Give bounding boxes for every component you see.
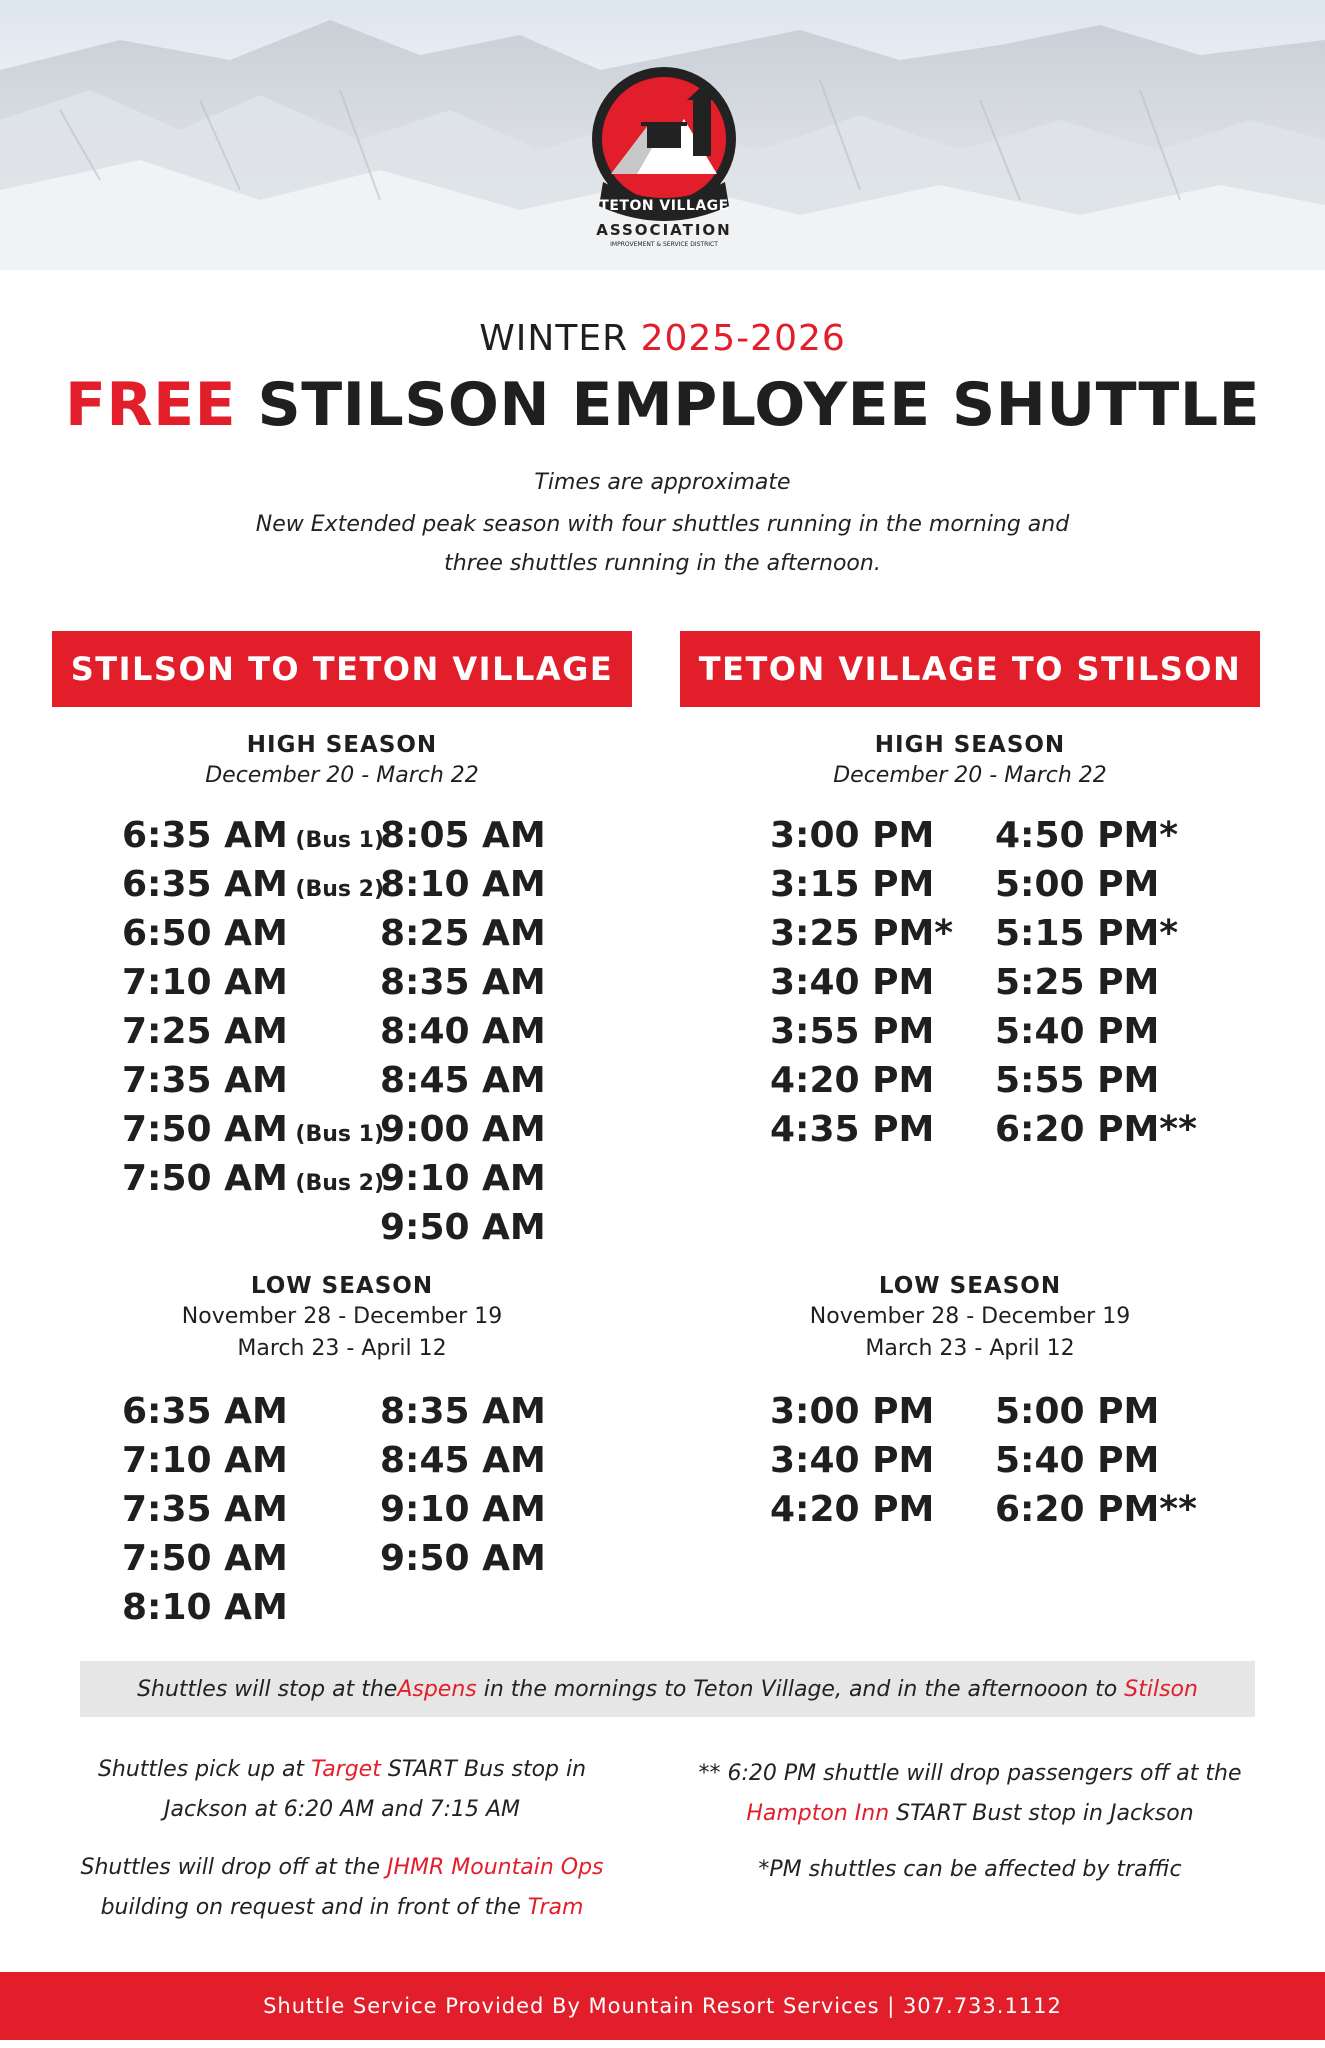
time-value: 6:20 PM** [995, 1109, 1197, 1150]
pickup-note-line2: Jackson at 6:20 AM and 7:15 AM [164, 1797, 520, 1822]
time-value: 3:15 PM [770, 864, 935, 905]
departure-time [770, 863, 934, 907]
time-value: 5:15 PM* [995, 913, 1179, 954]
hero-mountain-banner [0, 0, 1325, 270]
departure-time [770, 1390, 934, 1434]
time-suffix: AM [482, 913, 546, 954]
title-free: FREE [64, 370, 237, 440]
logo-name-line2: ASSOCIATION [596, 221, 732, 239]
departure-time [995, 1488, 1197, 1532]
departure-time [995, 1439, 1159, 1483]
pickup-note-text2: START Bus stop in [380, 1757, 587, 1782]
pickup-note-target: Target [311, 1757, 381, 1782]
note-approximate: Times are approximate [534, 470, 791, 495]
departure-time [122, 1059, 288, 1103]
departure-time [770, 814, 934, 858]
departure-time [995, 961, 1159, 1005]
departure-time [995, 1390, 1159, 1434]
bus-label: (Bus 1) [287, 1122, 385, 1147]
departure-time [380, 1010, 470, 1054]
left-low-season-heading: LOW SEASON [250, 1273, 434, 1299]
right-low-season-heading: LOW SEASON [878, 1273, 1062, 1299]
time-value: 4:50 PM* [995, 815, 1179, 856]
departure-time [122, 1537, 288, 1581]
time-value: 3:00 PM [770, 1391, 935, 1432]
departure-time [122, 1108, 384, 1157]
time-value: 7:35 AM [122, 1060, 288, 1101]
time-value: 9:10 [380, 1158, 470, 1199]
departure-time [380, 1059, 470, 1103]
bus-label: (Bus 2) [287, 1171, 385, 1196]
time-value: 5:40 PM [995, 1011, 1160, 1052]
departure-time [380, 1157, 470, 1201]
banner-stilson-to-teton: STILSON TO TETON VILLAGE [52, 631, 632, 707]
time-value: 3:40 PM [770, 962, 935, 1003]
logo-name-line1: TETON VILLAGE [599, 198, 729, 214]
season-heading [0, 318, 1325, 359]
departure-time [380, 1206, 470, 1250]
time-value: 8:10 [380, 864, 470, 905]
departure-time [770, 1439, 934, 1483]
time-value: 5:00 PM [995, 1391, 1160, 1432]
right-low-season-dates2: March 23 - April 12 [865, 1336, 1075, 1361]
departure-time [770, 961, 934, 1005]
left-low-season-dates2: March 23 - April 12 [237, 1336, 447, 1361]
departure-time [122, 961, 288, 1005]
right-low-season-dates1: November 28 - December 19 [809, 1304, 1131, 1329]
departure-time [995, 814, 1178, 858]
hampton-note [660, 1754, 1280, 1834]
time-value: 6:35 AM [122, 1391, 288, 1432]
hampton-note-line2 [660, 1794, 1280, 1834]
time-value: 9:00 [380, 1109, 470, 1150]
departure-time [122, 1488, 288, 1532]
pickup-note-text: Shuttles pick up at [97, 1757, 312, 1782]
season-label: WINTER [479, 318, 629, 359]
departure-time [122, 814, 384, 863]
time-value: 8:10 AM [122, 1587, 288, 1628]
departure-time [380, 961, 470, 1005]
departure-time [122, 863, 384, 912]
time-value: 8:05 [380, 815, 470, 856]
time-suffix: AM [482, 815, 546, 856]
time-value: 8:45 [380, 1060, 470, 1101]
time-value: 3:40 PM [770, 1440, 935, 1481]
time-value: 7:35 AM [122, 1489, 288, 1530]
time-value: 9:50 [380, 1207, 470, 1248]
departure-time [122, 912, 288, 956]
departure-time [122, 1586, 288, 1630]
departure-time [380, 814, 470, 858]
time-value: 3:55 PM [770, 1011, 935, 1052]
bus-label: (Bus 1) [287, 828, 385, 853]
pickup-note [52, 1750, 632, 1830]
time-value: 6:35 AM [122, 815, 288, 856]
note-extended-line2: three shuttles running in the afternoon. [444, 551, 881, 576]
stops-note-bar [80, 1661, 1255, 1717]
footer-text: Shuttle Service Provided By Mountain Resort Services | 307.733.1112 [263, 1994, 1062, 2018]
right-high-season-dates: December 20 - March 22 [833, 763, 1107, 788]
time-value: 5:40 PM [995, 1440, 1160, 1481]
left-high-season-dates: December 20 - March 22 [205, 763, 479, 788]
time-suffix: AM [482, 1158, 546, 1199]
departure-time [380, 912, 470, 956]
departure-time [995, 863, 1159, 907]
dropoff-note-line1 [52, 1848, 632, 1888]
dropoff-note-tram: Tram [527, 1895, 584, 1920]
departure-time [380, 1439, 546, 1483]
departure-time [995, 1059, 1159, 1103]
time-value: 5:55 PM [995, 1060, 1160, 1101]
time-value: 9:10 AM [380, 1489, 546, 1530]
departure-time [770, 1010, 934, 1054]
time-value: 8:35 [380, 962, 470, 1003]
dropoff-note-text: Shuttles will drop off at the [80, 1855, 387, 1880]
departure-time [122, 1439, 288, 1483]
time-suffix: AM [482, 1207, 546, 1248]
time-value: 3:00 PM [770, 815, 935, 856]
time-value: 6:20 PM** [995, 1489, 1197, 1530]
time-value: 5:25 PM [995, 962, 1160, 1003]
time-value: 8:40 [380, 1011, 470, 1052]
dropoff-note-line2 [52, 1888, 632, 1928]
logo-name-line3: IMPROVEMENT & SERVICE DISTRICT [610, 241, 718, 248]
departure-time [995, 1108, 1197, 1152]
dropoff-note-mountain-ops: JHMR Mountain Ops [386, 1855, 604, 1880]
teton-village-logo [589, 64, 739, 254]
departure-time [995, 912, 1178, 956]
left-high-season-heading: HIGH SEASON [246, 732, 438, 758]
time-value: 7:25 AM [122, 1011, 288, 1052]
dropoff-note-text2: building on request and in front of the [100, 1895, 528, 1920]
time-suffix: AM [482, 1109, 546, 1150]
departure-time [380, 1108, 470, 1152]
hampton-note-line1: ** 6:20 PM shuttle will drop passengers off at the [698, 1761, 1242, 1786]
right-high-season-heading: HIGH SEASON [874, 732, 1066, 758]
time-value: 9:50 AM [380, 1538, 546, 1579]
stops-note-stilson: Stilson [1124, 1676, 1198, 1702]
time-value: 3:25 PM* [770, 913, 954, 954]
traffic-note: *PM shuttles can be affected by traffic [758, 1857, 1182, 1882]
time-value: 6:35 AM [122, 864, 288, 905]
departure-time [770, 1488, 934, 1532]
time-value: 7:10 AM [122, 962, 288, 1003]
departure-time [122, 1157, 384, 1206]
departure-time [122, 1390, 288, 1434]
banner-teton-to-stilson: TETON VILLAGE TO STILSON [680, 631, 1260, 707]
departure-time [995, 1010, 1159, 1054]
hampton-note-hampton-inn: Hampton Inn [746, 1801, 890, 1826]
time-value: 8:35 AM [380, 1391, 546, 1432]
departure-time [770, 912, 953, 956]
stops-note-text: Shuttles will stop at the [137, 1676, 398, 1702]
time-suffix: AM [482, 1060, 546, 1101]
time-value: 7:50 AM [122, 1158, 288, 1199]
departure-time [122, 1010, 288, 1054]
footer-bar [0, 1972, 1325, 2040]
title-rest: STILSON EMPLOYEE SHUTTLE [257, 370, 1261, 440]
departure-time [380, 1488, 546, 1532]
time-value: 4:20 PM [770, 1489, 935, 1530]
time-value: 4:35 PM [770, 1109, 935, 1150]
stops-note-text2: in the mornings to Teton Village, and in the afternooon to [476, 1676, 1125, 1702]
time-value: 6:50 AM [122, 913, 288, 954]
stops-note-aspens: Aspens [397, 1676, 477, 1702]
time-value: 7:50 AM [122, 1109, 288, 1150]
page-title [0, 370, 1325, 440]
departure-time [380, 1390, 546, 1434]
time-suffix: AM [482, 1011, 546, 1052]
time-value: 5:00 PM [995, 864, 1160, 905]
time-value: 7:50 AM [122, 1538, 288, 1579]
note-extended-line1: New Extended peak season with four shuttles running in the morning and [255, 512, 1070, 537]
time-value: 8:45 AM [380, 1440, 546, 1481]
departure-time [770, 1108, 934, 1152]
bus-label: (Bus 2) [287, 877, 385, 902]
season-years: 2025-2026 [640, 318, 846, 359]
pickup-note-line1 [52, 1750, 632, 1790]
dropoff-note [52, 1848, 632, 1928]
hampton-note-text: START Bust stop in Jackson [889, 1801, 1194, 1826]
time-value: 4:20 PM [770, 1060, 935, 1101]
departure-time [380, 863, 470, 907]
time-suffix: AM [482, 864, 546, 905]
left-low-season-dates1: November 28 - December 19 [181, 1304, 503, 1329]
departure-time [380, 1537, 546, 1581]
time-value: 8:25 [380, 913, 470, 954]
departure-time [770, 1059, 934, 1103]
time-value: 7:10 AM [122, 1440, 288, 1481]
time-suffix: AM [482, 962, 546, 1003]
